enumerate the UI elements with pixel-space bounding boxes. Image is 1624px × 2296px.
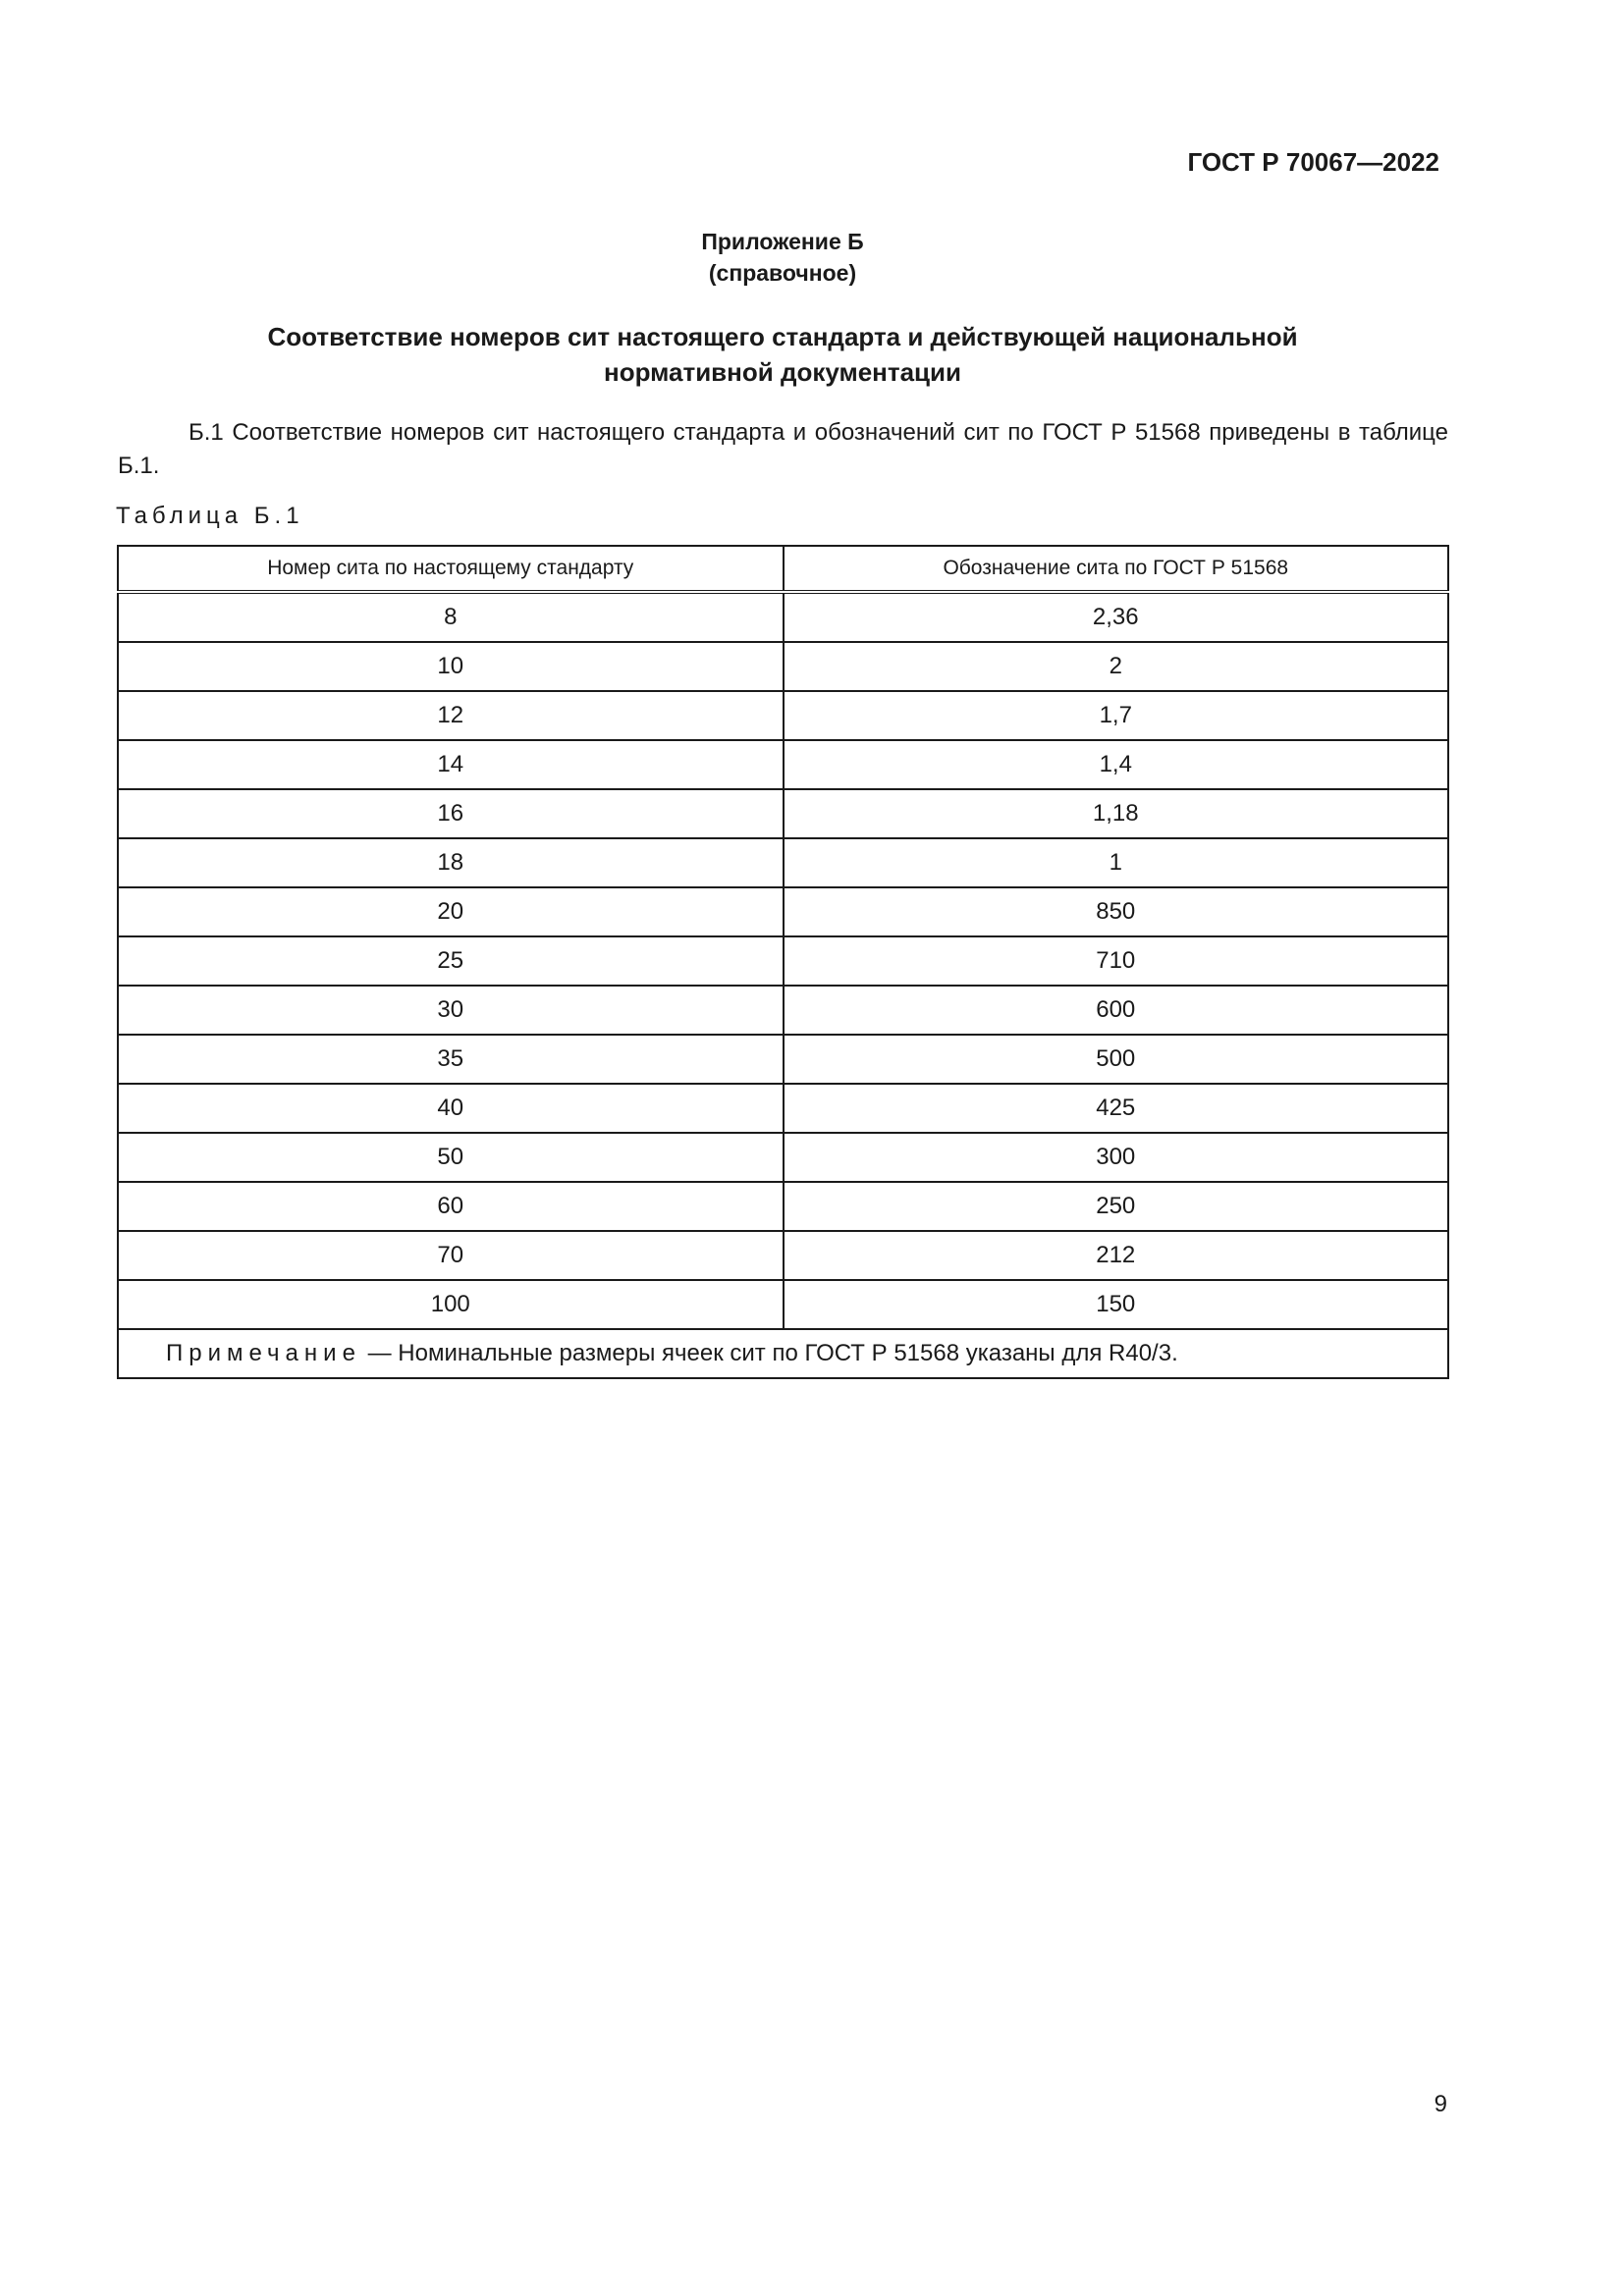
table-row [118, 936, 1448, 986]
column-header-sieve-number: Номер сита по настоящему стандарту [118, 546, 784, 592]
cell-sieve-designation: 850 [784, 887, 1449, 936]
table-note [118, 1329, 1448, 1378]
table-row [118, 691, 1448, 740]
table-row [118, 1133, 1448, 1182]
cell-sieve-designation: 250 [784, 1182, 1449, 1231]
table-row [118, 740, 1448, 789]
cell-sieve-number: 100 [118, 1280, 784, 1329]
appendix-heading [0, 226, 1565, 289]
table-header-row [118, 546, 1448, 592]
cell-sieve-number: 25 [118, 936, 784, 986]
table-caption: Таблица Б.1 [116, 503, 304, 529]
cell-sieve-designation: 710 [784, 936, 1449, 986]
page-number: 9 [1434, 2091, 1447, 2117]
section-title [196, 319, 1369, 390]
cell-sieve-number: 30 [118, 986, 784, 1035]
cell-sieve-number: 16 [118, 789, 784, 838]
cell-sieve-number: 70 [118, 1231, 784, 1280]
cell-sieve-designation: 1,7 [784, 691, 1449, 740]
cell-sieve-designation: 1,4 [784, 740, 1449, 789]
cell-sieve-designation: 300 [784, 1133, 1449, 1182]
table-row [118, 1231, 1448, 1280]
table-row [118, 642, 1448, 691]
document-code: ГОСТ Р 70067—2022 [1187, 147, 1439, 177]
table-row [118, 838, 1448, 887]
cell-sieve-designation: 1,18 [784, 789, 1449, 838]
table-note-row [118, 1329, 1448, 1378]
cell-sieve-designation: 500 [784, 1035, 1449, 1084]
cell-sieve-designation: 2 [784, 642, 1449, 691]
cell-sieve-number: 60 [118, 1182, 784, 1231]
cell-sieve-number: 50 [118, 1133, 784, 1182]
cell-sieve-number: 12 [118, 691, 784, 740]
table-row [118, 887, 1448, 936]
cell-sieve-number: 35 [118, 1035, 784, 1084]
cell-sieve-designation: 150 [784, 1280, 1449, 1329]
appendix-type: (справочное) [708, 260, 857, 286]
table-row [118, 1084, 1448, 1133]
cell-sieve-designation: 425 [784, 1084, 1449, 1133]
cell-sieve-designation: 1 [784, 838, 1449, 887]
cell-sieve-number: 10 [118, 642, 784, 691]
column-header-sieve-designation: Обозначение сита по ГОСТ Р 51568 [784, 546, 1449, 592]
cell-sieve-number: 20 [118, 887, 784, 936]
body-paragraph: Б.1 Соответствие номеров сит настоящего стандарта и обозначений сит по ГОСТ Р 51568 приведены в таблице Б.1. [118, 419, 1448, 479]
section-title-line-1: Соответствие номеров сит настоящего стандарта и действующей национальной [267, 322, 1298, 351]
appendix-title: Приложение Б [701, 229, 864, 254]
section-title-line-2: нормативной документации [603, 357, 962, 387]
cell-sieve-number: 8 [118, 592, 784, 642]
table-row [118, 986, 1448, 1035]
cell-sieve-number: 14 [118, 740, 784, 789]
note-label: Примечание [166, 1340, 361, 1366]
cell-sieve-designation: 212 [784, 1231, 1449, 1280]
cell-sieve-designation: 2,36 [784, 592, 1449, 642]
table-row [118, 1035, 1448, 1084]
note-text: — Номинальные размеры ячеек сит по ГОСТ Р 51568 указаны для R40/3. [360, 1340, 1178, 1366]
cell-sieve-designation: 600 [784, 986, 1449, 1035]
cell-sieve-number: 40 [118, 1084, 784, 1133]
table-row [118, 1182, 1448, 1231]
cell-sieve-number: 18 [118, 838, 784, 887]
table-row [118, 592, 1448, 642]
table-row [118, 789, 1448, 838]
table-row [118, 1280, 1448, 1329]
sieve-correspondence-table [117, 545, 1449, 1379]
